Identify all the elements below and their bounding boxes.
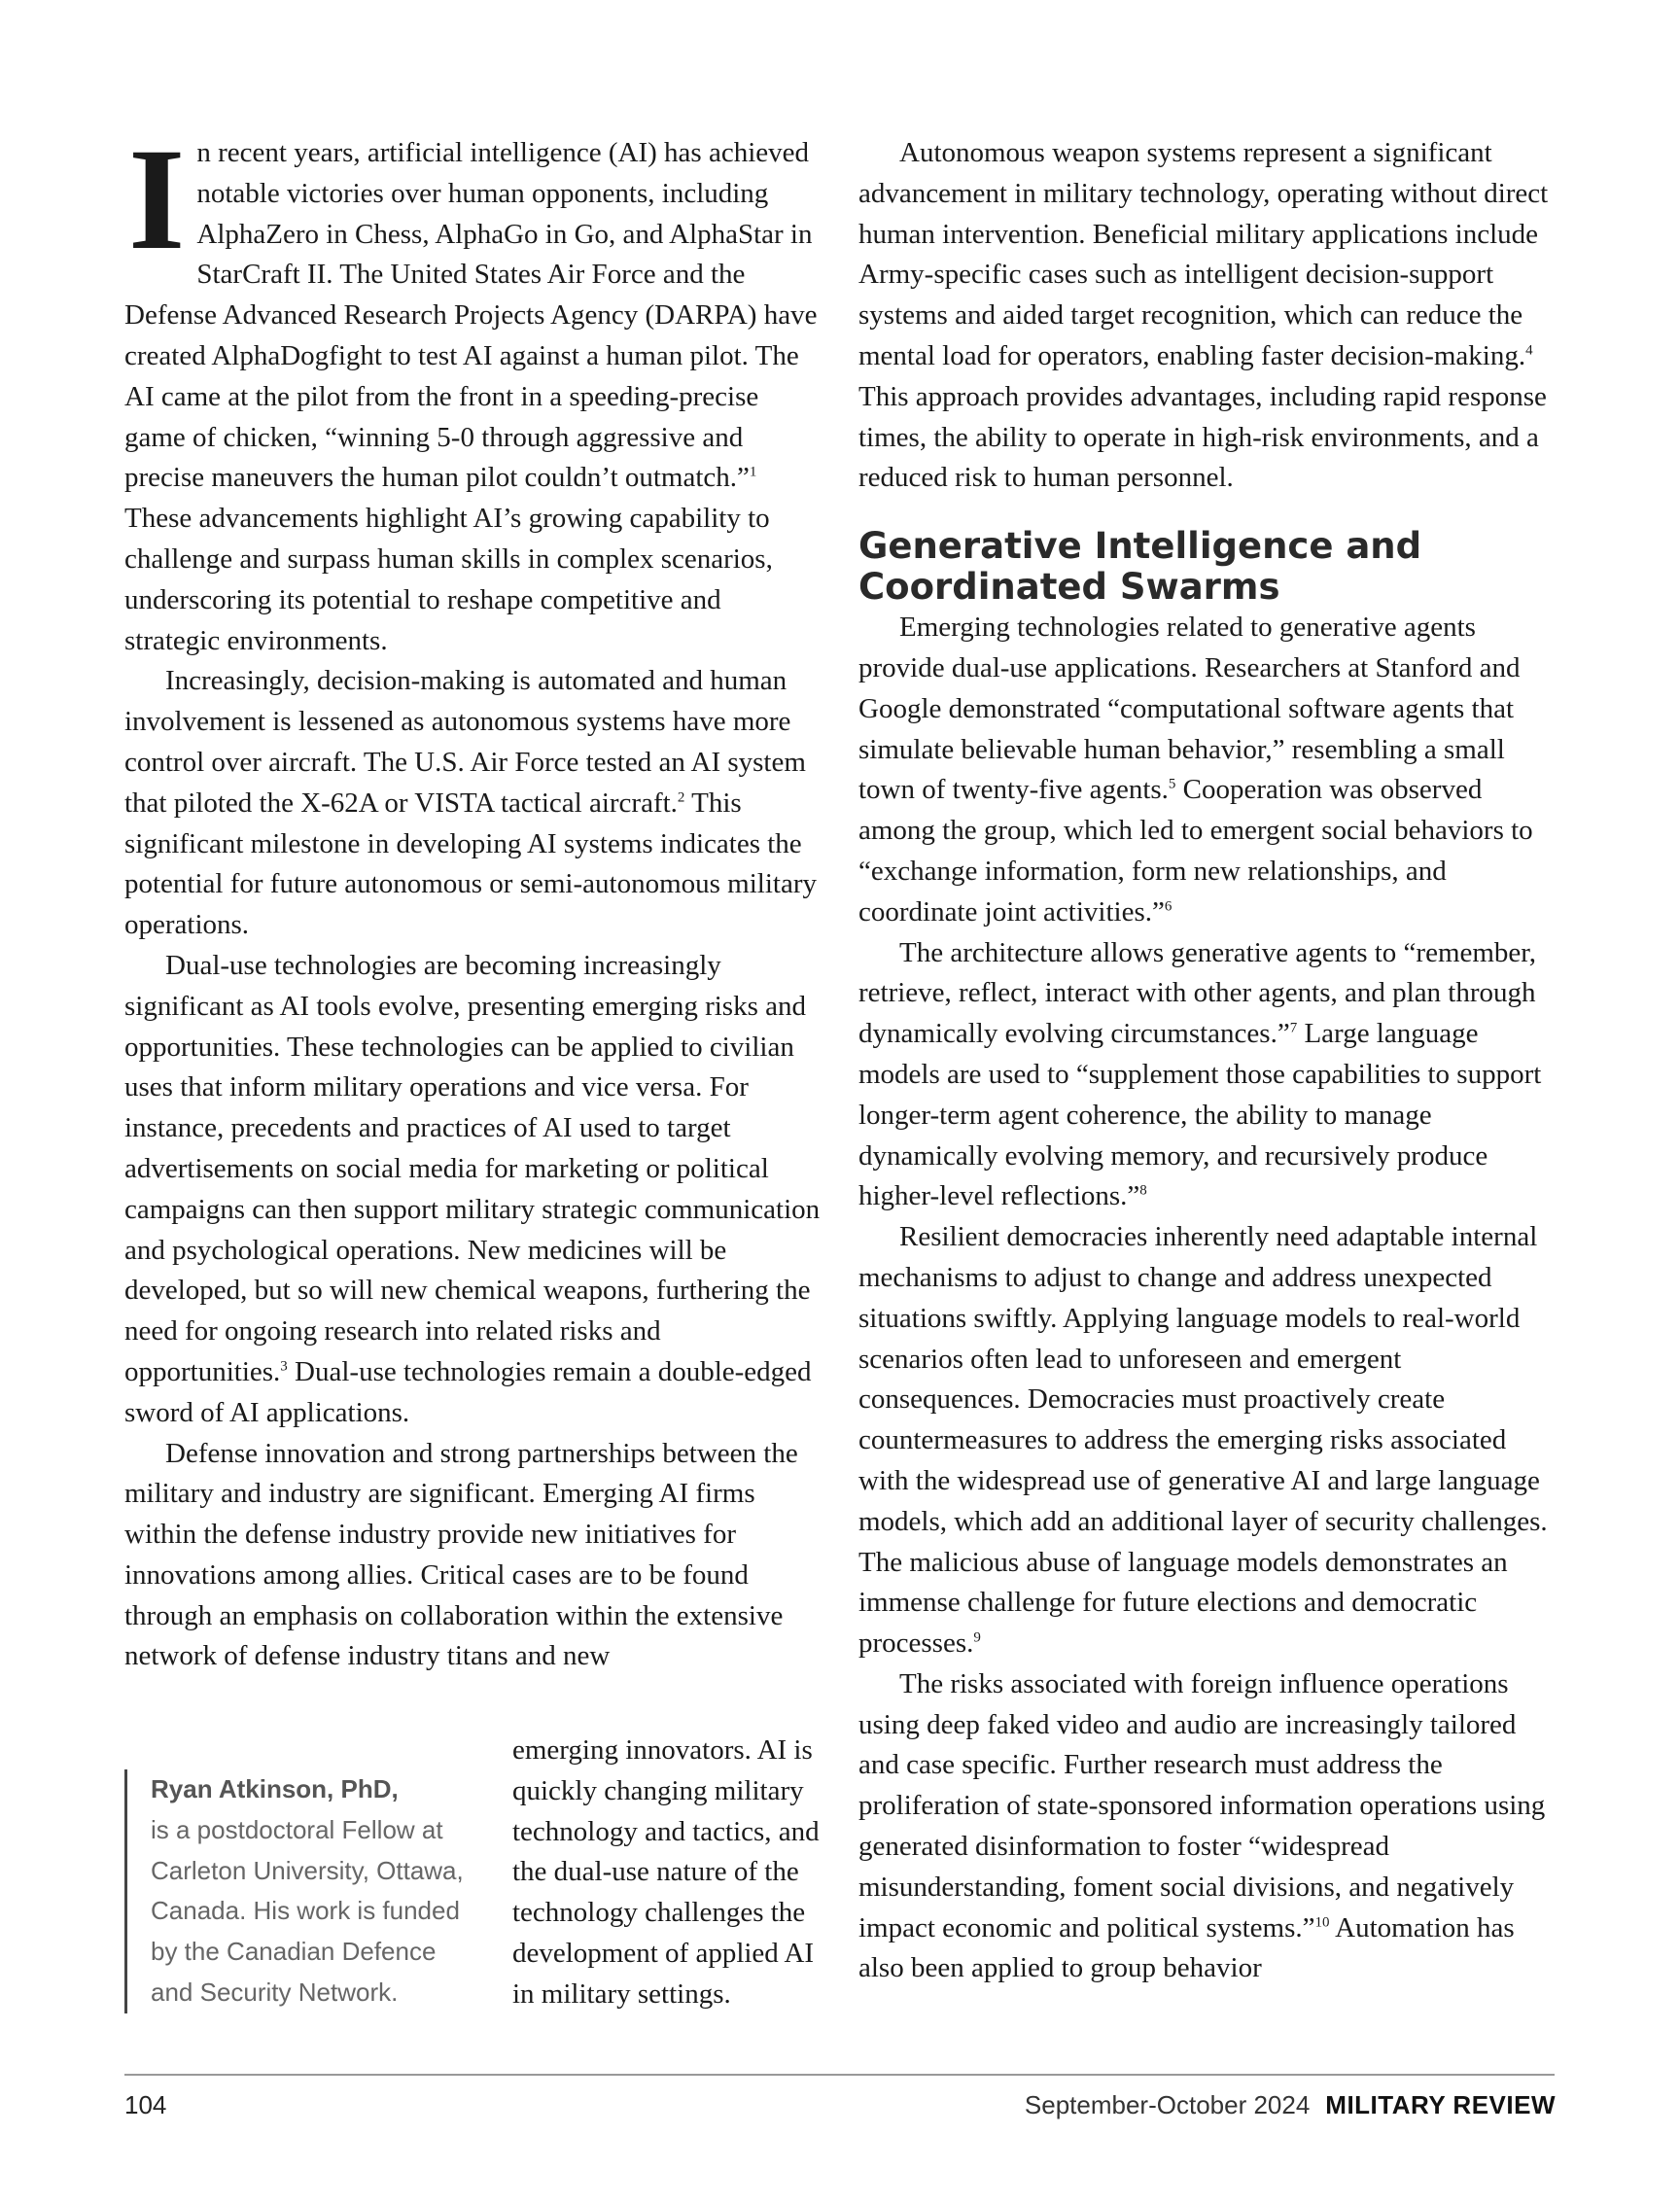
footnote-ref[interactable]: 7 [1289,1020,1298,1036]
paragraph-text: The risks associated with foreign influence operations using deep faked video and audio are increasingly tailored and case specific. Further research must address the proliferation of state-sponsored information operations using generated disinformation to foster “widespread misunderstanding, foment social divisions, and negatively impact economic and political systems.” [858,1667,1546,1943]
left-column [124,119,822,1677]
paragraph-text: This approach provides advantages, including rapid response times, the ability to operate in high-risk environments, and a reduced risk to human personnel. [858,380,1547,494]
paragraph-3 [124,946,822,1434]
page-number: 104 [124,2090,167,2119]
paragraph-text: Large language models are used to “supplement those capabilities to support longer-term agent coherence, the ability to manage dynamically evolving memory, and recursively produce higher-level reflections.” [858,1018,1542,1212]
drop-cap: I [128,119,186,280]
magazine-name: MILITARY REVIEW [1325,2090,1556,2119]
paragraph-text: Cooperation was observed among the group, which led to emergent social behaviors to “exchange information, form new relationships, and coordinate joint activities.” [858,774,1533,928]
paragraph-text: Autonomous weapon systems represent a significant advancement in military technology, operating without direct human intervention. Beneficial military applications include Army-specific cases such as intelligent decision-support systems and aided target recognition, which can reduce the mental load for operators, enabling faster decision-making. [858,137,1549,371]
paragraph-text: The architecture allows generative agents to “remember, retrieve, reflect, interact with other agents, and plan through dynamically evolving circumstances.” [858,936,1537,1050]
paragraph-2 [124,661,822,946]
footnote-ref[interactable]: 4 [1525,342,1533,359]
paragraph-text: n recent years, artificial intelligence (AI) has achieved notable victories over human opponents, including AlphaZero in Chess, AlphaGo in Go, and AlphaStar in StarCraft II. The United States Air Force and the Defense Advanced Research Projects Agency (DARPA) have created AlphaDogfight to test AI against a human pilot. The AI came at the pilot from the front in a speeding-precise game of chicken, “winning 5-0 through aggressive and precise maneuvers the human pilot couldn’t outmatch.” [124,137,818,494]
footnote-ref[interactable]: 8 [1139,1182,1147,1199]
footer-divider [124,2074,1555,2076]
section-heading: Generative Intelligence and Coordinated Swarms [858,525,1422,609]
paragraph-6 [858,608,1555,932]
author-bio [124,1769,481,2013]
footnote-ref[interactable]: 9 [973,1629,981,1646]
paragraph-8 [858,1217,1555,1664]
paragraph-text: Dual-use technologies remain a double-edged sword of AI applications. [124,1355,812,1428]
paragraph-text: Emerging technologies related to generative agents provide dual-use applications. Researchers at Stanford and Google demonstrated “computational software agents that simulate believable human behavior,” resembling a small town of twenty-five agents. [858,612,1521,806]
author-bio-text: is a postdoctoral Fellow at Carleton University, Ottawa, Canada. His work is funded by the Canadian Defence and Security Network. [151,1814,464,2007]
issue-date: September-October 2024 [1024,2090,1311,2119]
footnote-ref[interactable]: 1 [749,464,757,480]
paragraph-4-continuation: emerging innovators. AI is quickly changing military technology and tactics, and the dual-use nature of the technology challenges the development of applied AI in military settings. [512,1734,820,2010]
paragraph-text: Dual-use technologies are becoming increasingly significant as AI tools evolve, presenting emerging risks and opportunities. These technologies can be applied to civilian uses that inform military operations and vice versa. For instance, precedents and practices of AI used to target advertisements on social media for marketing or political campaigns can then support military strategic communication and psychological operations. New medicines will be developed, but so will new chemical weapons, furthering the need for ongoing research into related risks and opportunities. [124,949,821,1387]
footnote-ref[interactable]: 10 [1314,1914,1330,1931]
paragraph-4: Defense innovation and strong partnerships between the military and industry are significant. Emerging AI firms within the defense industry provide new initiatives for innovations among allies. Critical cases are to be found through an emphasis on collaboration within the extensive network of defense industry titans and new [124,1437,798,1672]
paragraph-text: This significant milestone in developing AI systems indicates the potential for future autonomous or semi-autonomous military operations. [124,787,817,941]
right-column [858,133,1555,1989]
paragraph-9 [858,1664,1555,1989]
author-name: Ryan Atkinson, PhD, [151,1774,399,1803]
paragraph-5 [858,133,1555,499]
paragraph-1 [124,119,822,661]
paragraph-text: Increasingly, decision-making is automated and human involvement is lessened as autonomous systems have more control over aircraft. The U.S. Air Force tested an AI system that piloted the X-62A or VISTA tactical aircraft. [124,665,806,819]
footnote-ref[interactable]: 5 [1168,776,1176,792]
footnote-ref[interactable]: 2 [677,789,685,806]
footer-info [1025,2090,1556,2120]
paragraph-text: Resilient democracies inherently need adaptable internal mechanisms to adjust to change and address unexpected situations swiftly. Applying language models to real-world scenarios often lead to unforeseen and emergent consequences. Democracies must proactively create countermeasures to address the emerging risks associated with the widespread use of generative AI and large language models, which add an additional layer of security challenges. The malicious abuse of language models demonstrates an immense challenge for future elections and democratic processes. [858,1221,1548,1660]
paragraph-text: These advancements highlight AI’s growing capability to challenge and surpass human skills in complex scenarios, underscoring its potential to reshape competitive and strategic environments. [124,503,773,656]
paragraph-text: Automation has also been applied to group behavior [858,1911,1515,1984]
footnote-ref[interactable]: 6 [1164,898,1172,915]
footnote-ref[interactable]: 3 [280,1358,288,1375]
paragraph-7 [858,933,1555,1218]
